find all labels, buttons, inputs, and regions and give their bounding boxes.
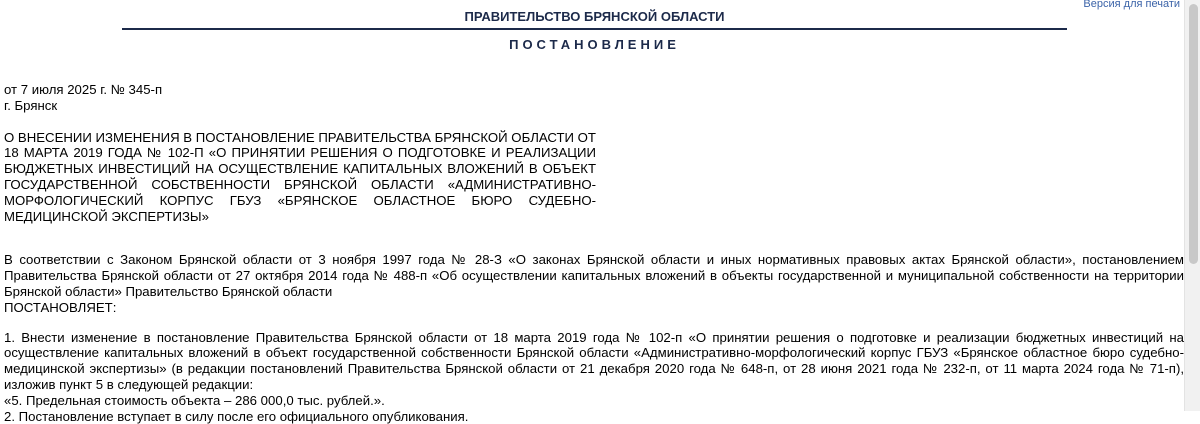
document-subject: О ВНЕСЕНИИ ИЗМЕНЕНИЯ В ПОСТАНОВЛЕНИЕ ПРАВИТЕЛЬСТВА БРЯНСКОЙ ОБЛАСТИ ОТ 18 МАРТА 2019 ГОДА № 102-П «О ПРИНЯТИИ РЕШЕНИЯ О ПОДГОТОВКЕ И РЕАЛИЗАЦИИ БЮДЖЕТНЫХ ИНВЕСТИЦИЙ НА ОСУЩЕСТВЛЕНИЕ КАПИТАЛЬНЫХ ВЛОЖЕНИЙ В ОБЪЕКТ ГОСУДАРСТВЕННОЙ СОБСТВЕННОСТИ БРЯНСКОЙ ОБЛАСТИ «АДМИНИСТРАТИВНО-МОРФОЛОГИЧЕСКИЙ КОРПУС ГБУЗ «БРЯНСКОЕ ОБЛАСТНОЕ БЮРО СУДЕБНО-МЕДИЦИНСКОЙ ЭКСПЕРТИЗЫ» [4, 129, 596, 224]
clause-1-quote: «5. Предельная стоимость объекта – 286 000,0 тыс. рублей.». [4, 392, 385, 408]
resolves-heading: ПОСТАНОВЛЯЕТ: [4, 299, 117, 315]
date-number: от 7 июля 2025 г. № 345-п [4, 82, 163, 97]
document-header [122, 0, 1067, 53]
scrollbar-thumb[interactable] [1189, 4, 1198, 264]
document-body [4, 82, 1184, 424]
preamble [4, 252, 1184, 315]
vertical-scrollbar[interactable] [1184, 0, 1200, 411]
clause-2: 2. Постановление вступает в силу после его официального опубликования. [4, 408, 469, 424]
clause-1: 1. Внести изменение в постановление Правительства Брянской области от 18 марта 2019 года № 102-п «О принятии решения о подготовке и реализации бюджетных инвестиций на осуществление капитальных вложений в объект государственной собственности Брянской области «Административно-морфологический корпус ГБУЗ «Брянское областное бюро судебно-медицинской экспертизы» (в редакции постановлений Правительства Брянской области от 21 декабря 2020 года № 648-п, от 28 июня 2021 года № 232-п, от 11 марта 2024 года № 71-п), изложив пункт 5 в следующей редакции: [4, 329, 1184, 392]
preamble-text: В соответствии с Законом Брянской области от 3 ноября 1997 года № 28-З «О законах Брянской области и иных нормативных правовых актах Брянской области», постановлением Правительства Брянской области от 27 октября 2014 года № 488-п «Об осуществлении капитальных вложений в объекты государственной и муниципальной собственности на территории Брянской области» Правительство Брянской области [4, 252, 1184, 299]
print-version-link[interactable]: Версия для печати [1083, 0, 1180, 10]
city: г. Брянск [4, 97, 58, 113]
organization-title: ПРАВИТЕЛЬСТВО БРЯНСКОЙ ОБЛАСТИ [464, 9, 725, 24]
document-type: ПОСТАНОВЛЕНИЕ [509, 37, 680, 52]
clauses [4, 330, 1184, 424]
document-meta [4, 82, 1184, 114]
